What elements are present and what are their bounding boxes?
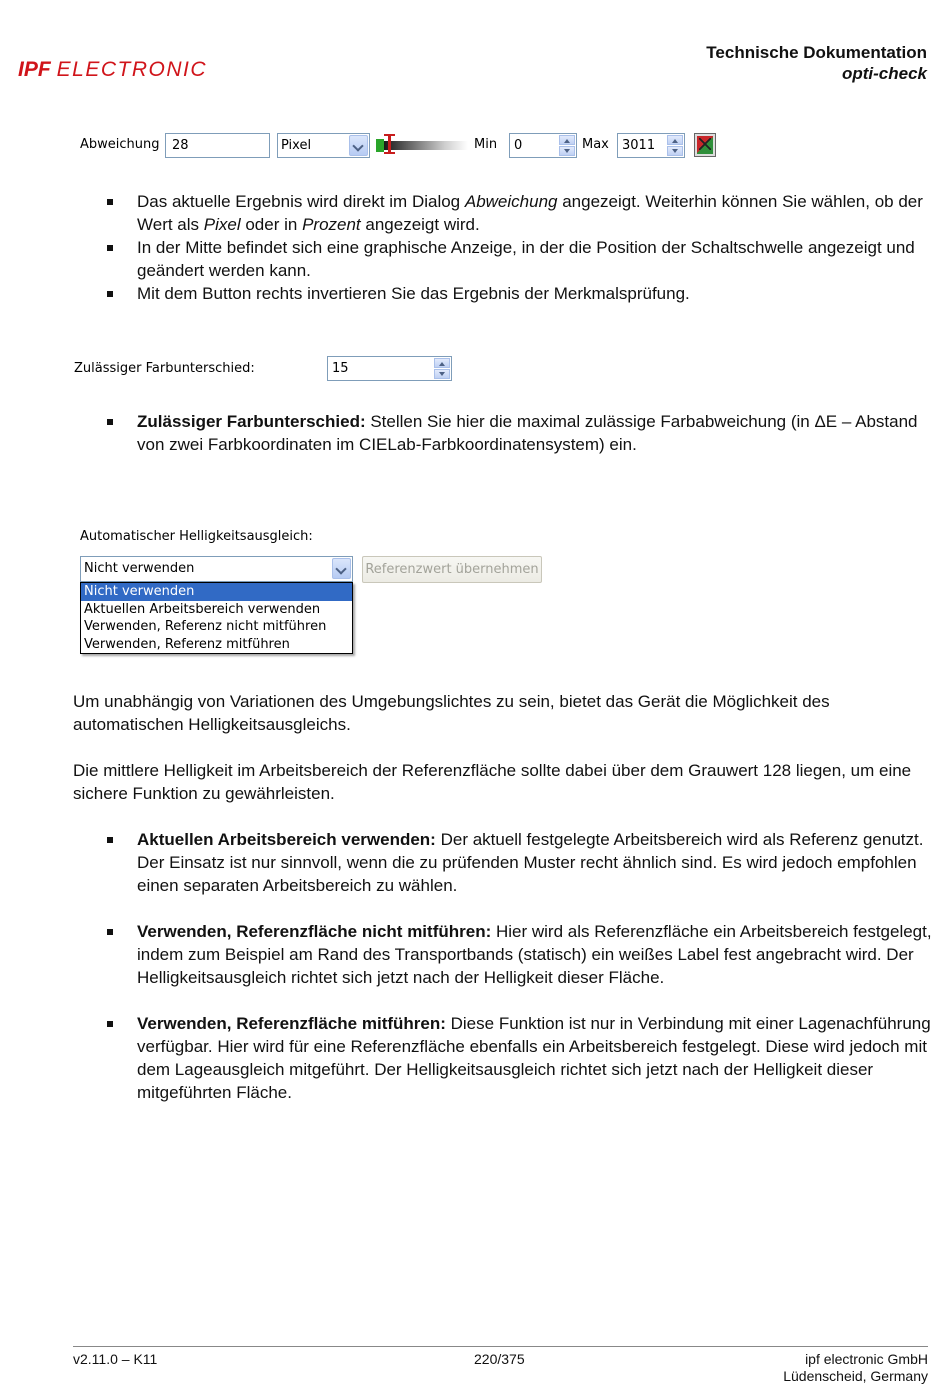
bullets-farbunterschied <box>73 410 933 456</box>
bullet-emphasis: Prozent <box>302 215 361 234</box>
dropdown-option[interactable]: Verwenden, Referenz mitführen <box>84 636 290 652</box>
chevron-down-icon[interactable] <box>349 135 368 156</box>
bullets-helligkeit <box>73 828 933 1104</box>
unit-select-value: Pixel <box>281 138 312 153</box>
max-spin-buttons[interactable] <box>667 135 683 156</box>
max-value: 3011 <box>622 138 656 153</box>
bullet-item <box>73 190 933 236</box>
paragraph-grauwert: Die mittlere Helligkeit im Arbeitsbereich der Referenzfläche sollte dabei über dem Grauwert 128 liegen, um eine sichere Funktion zu gewährleisten. <box>73 761 912 803</box>
document-subtitle: opti-check <box>841 64 927 83</box>
bullet-text: Diese Funktion ist nur in Verbindung mit einer Lagenachführung verfügbar. Hier wird für eine Referenzfläche ebenfalls ein Arbeitsbereich festgelegt. Diese wird jedoch mit dem Lageausgleich mitgeführt. Der Helligkeitsausgleich richtet sich jetzt nach der Helligkeit dieser mitgeführten Fläche. <box>137 1014 931 1102</box>
spin-down-icon[interactable] <box>434 369 450 379</box>
dropdown-option[interactable]: Aktuellen Arbeitsbereich verwenden <box>84 601 321 617</box>
farbunterschied-spinbox[interactable] <box>327 356 452 381</box>
min-label: Min <box>474 137 498 152</box>
spin-down-icon[interactable] <box>667 146 683 156</box>
logo-bold-text: IPF <box>18 58 51 81</box>
helligkeit-select-value: Nicht verwenden <box>84 561 195 576</box>
bullet-item <box>73 920 933 989</box>
referenzwert-button[interactable]: Referenzwert übernehmen <box>362 556 542 583</box>
bullet-text: In der Mitte befindet sich eine graphische Anzeige, in der die Position der Schaltschwelle angezeigt und geändert werden kann. <box>137 238 915 280</box>
abweichung-value-field[interactable]: 28 <box>165 133 270 158</box>
bullet-item <box>73 1012 933 1104</box>
bullets-abweichung <box>73 190 933 305</box>
max-spinbox[interactable] <box>617 133 685 158</box>
threshold-slider[interactable] <box>376 134 468 156</box>
farb-spin-buttons[interactable] <box>434 358 450 379</box>
max-label: Max <box>582 137 609 152</box>
dropdown-option[interactable]: Verwenden, Referenz nicht mitführen <box>84 619 327 634</box>
bullet-text: Stellen Sie hier die maximal zulässige Farbabweichung (in ΔE – Abstand von zwei Farbkoordinaten im CIELab-Farbkoordinatensystem) ein. <box>137 412 918 454</box>
spin-up-icon[interactable] <box>559 135 575 145</box>
helligkeit-label: Automatischer Helligkeitsausgleich: <box>80 529 313 544</box>
bullet-item <box>73 828 933 897</box>
bullet-text: angezeigt wird. <box>360 215 480 234</box>
bullet-term: Zulässiger Farbunterschied: <box>137 412 366 431</box>
bullet-emphasis: Abweichung <box>464 192 558 211</box>
slider-result-indicator <box>376 139 384 152</box>
document-title: Technische Dokumentation <box>706 43 927 62</box>
bullet-term: Aktuellen Arbeitsbereich verwenden: <box>137 830 436 849</box>
spin-up-icon[interactable] <box>667 135 683 145</box>
paragraph-umgebungslicht: Um unabhängig von Variationen des Umgebungslichtes zu sein, bietet das Gerät die Möglichkeit des automatischen Helligkeitsausgleichs. <box>73 692 830 734</box>
footer-page-number: 220/375 <box>474 1351 525 1367</box>
bullet-term: Verwenden, Referenzfläche mitführen: <box>137 1014 446 1033</box>
footer-version: v2.11.0 – K11 <box>73 1351 158 1367</box>
abweichung-label: Abweichung <box>80 137 160 152</box>
bullet-text: Mit dem Button rechts invertieren Sie das Ergebnis der Merkmalsprüfung. <box>137 284 690 303</box>
company-logo <box>18 58 207 82</box>
bullet-text: oder in <box>240 215 303 234</box>
min-value: 0 <box>514 138 523 153</box>
min-spinbox[interactable] <box>509 133 577 158</box>
logo-text: ELECTRONIC <box>56 58 208 81</box>
slider-handle[interactable] <box>384 134 396 156</box>
min-spin-buttons[interactable] <box>559 135 575 156</box>
unit-select[interactable] <box>277 133 370 158</box>
footer-location: Lüdenscheid, Germany <box>783 1368 928 1384</box>
footer-company: ipf electronic GmbH <box>805 1351 928 1367</box>
farbunterschied-value: 15 <box>332 361 349 376</box>
helligkeit-dropdown-list <box>80 582 353 654</box>
bullet-text: Das aktuelle Ergebnis wird direkt im Dialog <box>137 192 465 211</box>
farbunterschied-label: Zulässiger Farbunterschied: <box>74 361 255 376</box>
spin-up-icon[interactable] <box>434 358 450 368</box>
bullet-text: angezeigt. Weiterhin können Sie wählen, ob der Wert als <box>137 192 923 234</box>
chevron-down-icon[interactable] <box>332 558 351 579</box>
bullet-term: Verwenden, Referenzfläche nicht mitführen: <box>137 922 492 941</box>
helligkeit-select[interactable] <box>80 556 353 582</box>
bullet-text: Hier wird als Referenzfläche ein Arbeitsbereich festgelegt, indem zum Beispiel am Rand des Transportbands (statisch) ein weißes Label fest angebracht wird. Der Helligkeitsausgleich richtet sich jetzt nach der Helligkeit dieser Fläche. <box>137 922 932 987</box>
invert-result-button[interactable] <box>694 133 716 157</box>
spin-down-icon[interactable] <box>559 146 575 156</box>
bullet-text: Der aktuell festgelegte Arbeitsbereich wird als Referenz genutzt. Der Einsatz ist nur sinnvoll, wenn die zu prüfenden Muster recht ähnlich sind. Es wird jedoch empfohlen einen separaten Arbeitsbereich zu wählen. <box>137 830 924 895</box>
bullet-item <box>73 410 933 456</box>
footer-divider <box>73 1346 928 1347</box>
bullet-item <box>73 282 933 305</box>
bullet-emphasis: Pixel <box>203 215 241 234</box>
bullet-item <box>73 236 933 282</box>
dropdown-option[interactable]: Nicht verwenden <box>81 583 352 601</box>
